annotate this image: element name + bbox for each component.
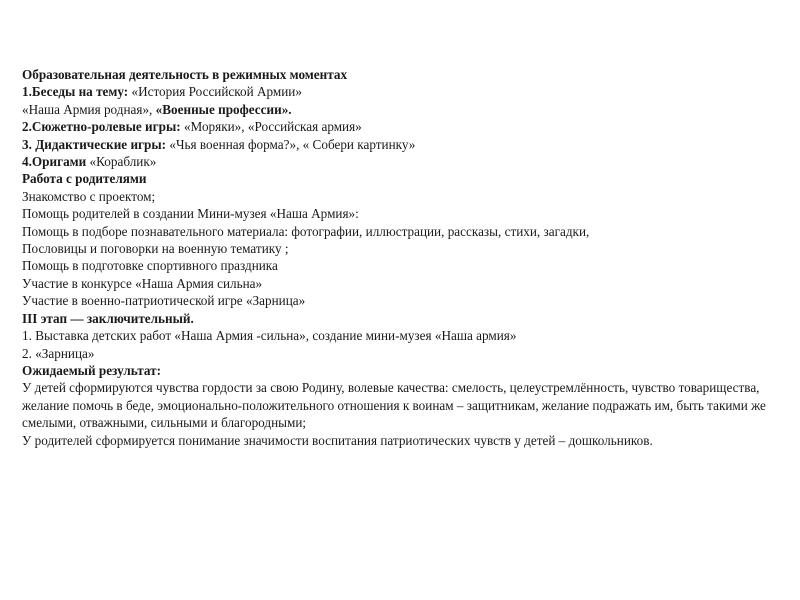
- list-item-text: «Чья военная форма?», « Собери картинку»: [169, 136, 416, 152]
- result-paragraph-children: У детей сформируются чувства гордости за свою Родину, волевые качества: смелость, целеустремлённость, чувство товарищества, желание помочь в беде, эмоционально-положительного отношения к воинам – защитникам, желание подражать им, быть такими же смелыми, отважными, сильными и благородными;: [22, 380, 766, 431]
- result-paragraph-parents: У родителей сформируется понимание значимости воспитания патриотических чувств у детей – дошкольников.: [22, 432, 653, 448]
- list-item-label: 4.Оригами: [22, 154, 90, 170]
- list-item: Помощь родителей в создании Мини-музея «Наша Армия»:: [22, 206, 359, 222]
- list-item: Помощь в подготовке спортивного праздника: [22, 258, 278, 274]
- list-item-text-bold: «Военные профессии».: [155, 101, 292, 117]
- list-item: Знакомство с проектом;: [22, 188, 156, 204]
- list-item-text: «Кораблик»: [89, 154, 157, 170]
- document-body: [22, 66, 782, 449]
- list-item-role-games: [22, 118, 782, 135]
- list-item-text: «Моряки», «Российская армия»: [183, 119, 362, 135]
- list-item: Помощь в подборе познавательного материала: фотографии, иллюстрации, рассказы, стихи, загадки,: [22, 223, 590, 239]
- section-heading-stage3: III этап — заключительный.: [22, 310, 194, 326]
- list-item: Участие в конкурсе «Наша Армия сильна»: [22, 275, 263, 291]
- list-item-didactic-games: [22, 136, 782, 153]
- list-item-text: «Наша Армия родная»,: [22, 101, 156, 117]
- list-item-text: «История Российской Армии»: [131, 84, 302, 100]
- section-heading-regime: Образовательная деятельность в режимных моментах: [22, 67, 348, 82]
- list-item-label: 2.Сюжетно-ролевые игры:: [22, 119, 184, 135]
- list-item-label: 3. Дидактические игры:: [22, 136, 170, 152]
- list-item-label: 1.Беседы на тему:: [22, 84, 132, 100]
- list-item: Участие в военно-патриотической игре «Зарница»: [22, 293, 306, 309]
- list-item: 1. Выставка детских работ «Наша Армия -сильна», создание мини-музея «Наша армия»: [22, 328, 517, 344]
- list-item-talks: [22, 83, 782, 100]
- list-item: 2. «Зарница»: [22, 345, 95, 361]
- section-heading-parents: Работа с родителями: [22, 171, 147, 187]
- list-item-origami: [22, 153, 782, 170]
- list-item-talks-continued: [22, 101, 782, 118]
- list-item: Пословицы и поговорки на военную тематику ;: [22, 241, 289, 257]
- section-heading-result: Ожидаемый результат:: [22, 362, 161, 378]
